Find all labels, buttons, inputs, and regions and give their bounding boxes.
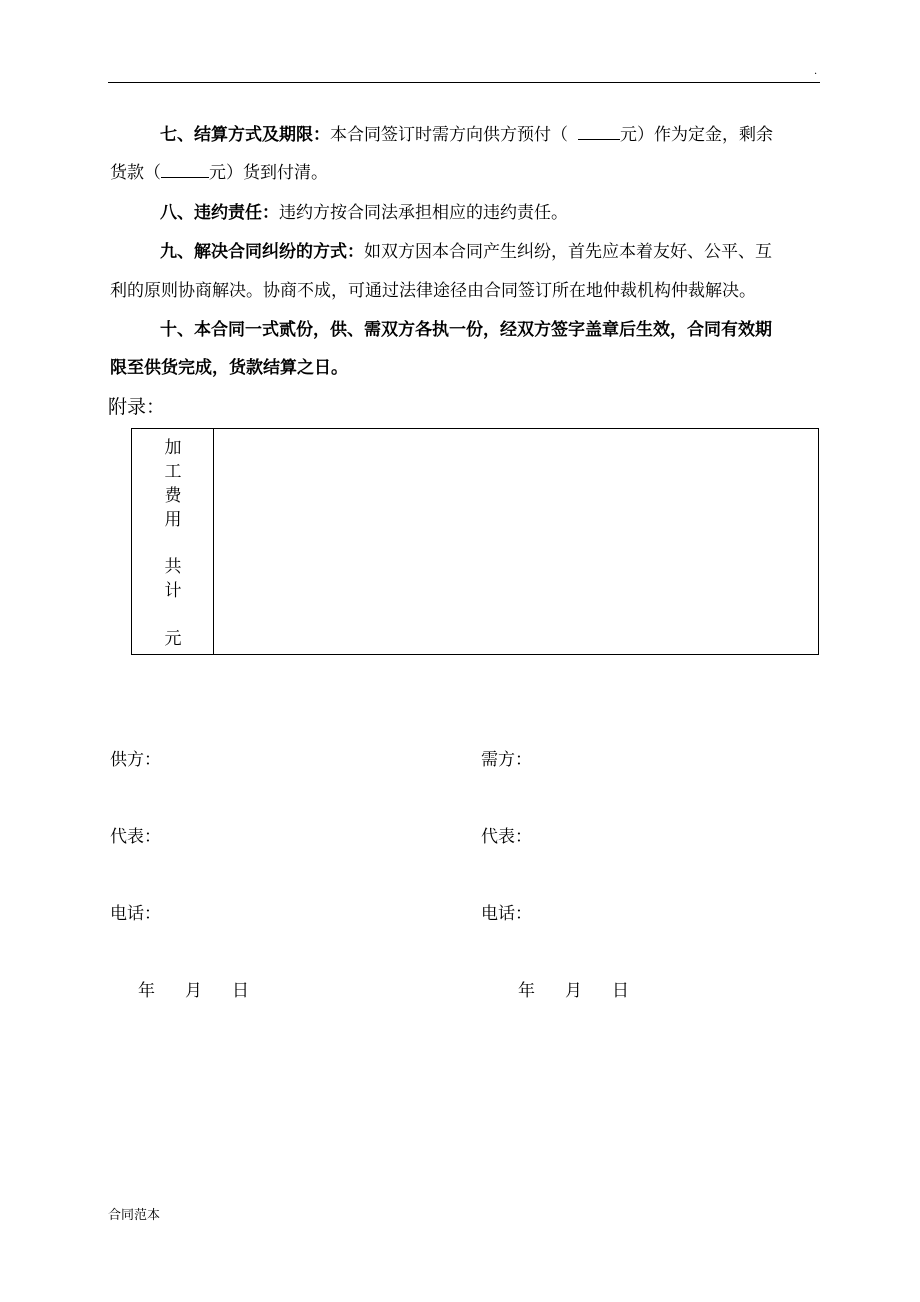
clause-7-text-4: 元）货到付清。 [209, 163, 328, 183]
clause-8-heading: 八、违约责任： [160, 203, 279, 223]
fee-char: 加 [164, 438, 182, 458]
supplier-label: 供方： [110, 750, 161, 770]
fee-char: 元 [164, 629, 182, 649]
fee-char: 工 [164, 462, 182, 482]
supplier-date-year: 年 [138, 981, 155, 1001]
clause-7-line-2 [110, 154, 328, 192]
clause-9-line-1 [160, 233, 772, 271]
buyer-date-month: 月 [565, 981, 582, 1001]
buyer-phone-label: 电话： [481, 904, 532, 924]
clause-9-text-1: 如双方因本合同产生纠纷，首先应本着友好、公平、互 [364, 242, 772, 262]
footer-text: 合同范本 [108, 1208, 161, 1223]
clause-8-text: 违约方按合同法承担相应的违约责任。 [279, 203, 568, 223]
supplier-phone-label: 电话： [110, 904, 161, 924]
fee-char: 共 [164, 557, 182, 577]
clause-9-heading: 九、解决合同纠纷的方式： [160, 242, 364, 262]
fee-content-cell[interactable] [214, 429, 818, 654]
supplier-date-month: 月 [185, 981, 202, 1001]
advance-amount-blank[interactable] [578, 121, 620, 140]
supplier-date-day: 日 [232, 981, 249, 1001]
header-rule [108, 82, 820, 83]
clause-9-line-2: 利的原则协商解决。协商不成，可通过法律途径由合同签订所在地仲裁机构仲裁解决。 [110, 281, 756, 301]
buyer-label: 需方： [481, 750, 532, 770]
clause-8 [160, 194, 568, 232]
header-mark: . [814, 66, 818, 77]
buyer-date-day: 日 [612, 981, 629, 1001]
clause-7-text-1: 本合同签订时需方向供方预付（ [330, 125, 568, 145]
supplier-rep-label: 代表： [110, 827, 161, 847]
buyer-rep-label: 代表： [481, 827, 532, 847]
balance-amount-blank[interactable] [161, 159, 209, 178]
clause-7-text-3: 货款（ [110, 163, 161, 183]
fee-char: 用 [164, 510, 182, 530]
clause-7-text-2: 元）作为定金，剩余 [620, 125, 773, 145]
buyer-date-year: 年 [518, 981, 535, 1001]
clause-7-heading: 七、结算方式及期限： [160, 125, 330, 145]
clause-10-line-2: 限至供货完成，货款结算之日。 [110, 358, 348, 378]
clause-10-line-1: 十、本合同一式贰份，供、需双方各执一份，经双方签字盖章后生效，合同有效期 [160, 320, 772, 340]
fee-char: 费 [164, 486, 182, 506]
appendix-table [131, 428, 819, 655]
clause-7-line-1 [160, 116, 773, 154]
fee-char: 计 [164, 581, 182, 601]
processing-fee-cell [132, 429, 214, 654]
appendix-label: 附录： [108, 396, 166, 418]
